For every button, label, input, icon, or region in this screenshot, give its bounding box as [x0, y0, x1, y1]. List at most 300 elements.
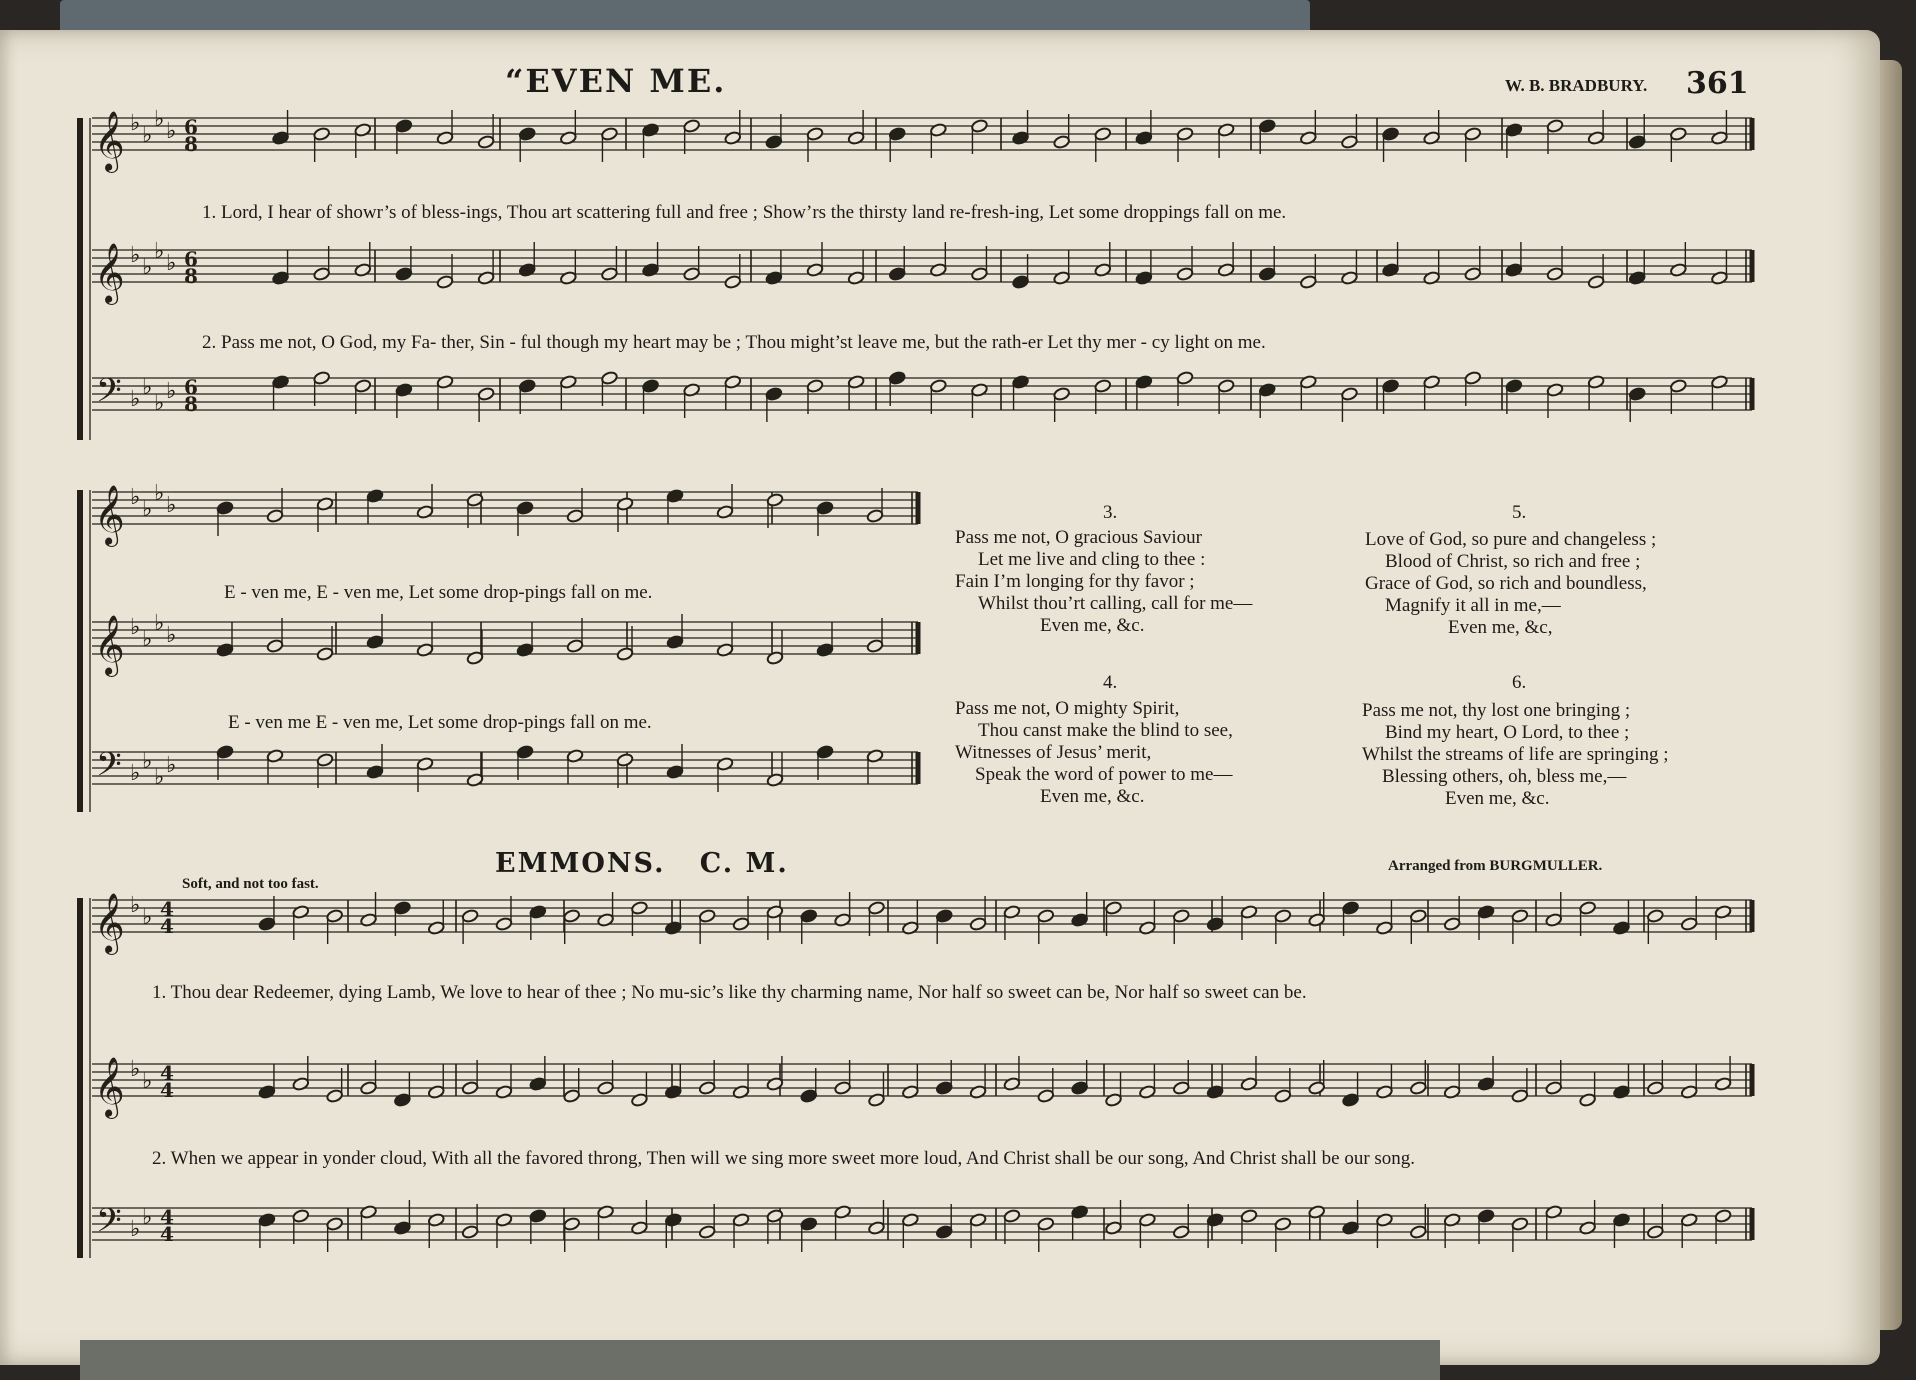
hymn1-s2-alto-flat-icon: ♭ — [154, 611, 165, 636]
hymn1-s1-treble-note — [1587, 131, 1605, 146]
hymn1-s1-treble-time-sig-top: 6 — [184, 115, 198, 139]
hymn1-s1-bass-note — [1258, 383, 1276, 398]
hymn1-s1-alto-treble-clef-icon: 𝄞 — [94, 243, 125, 303]
hymn1-s1-treble-note — [724, 131, 742, 146]
hymn1-s1-alto-note — [395, 267, 413, 282]
hymn1-s1-bass-note — [477, 387, 495, 402]
hymn2-alto-note — [1342, 1093, 1360, 1108]
hymn1-s2-treble-note — [516, 501, 534, 516]
hymn2-bass-note — [394, 1221, 412, 1236]
hymn1-s1-bass-note — [560, 375, 578, 390]
hymn1-s2-bass-note — [416, 757, 434, 772]
hymn2-alto-note — [1139, 1085, 1157, 1100]
hymn1-s1-alto-note — [272, 271, 290, 286]
hymn2-alto-note — [1579, 1093, 1597, 1108]
hymn1-s1-bass-note — [1423, 375, 1441, 390]
hymn1-s1-bass-note — [1546, 383, 1564, 398]
hymn1-s1-alto-note — [313, 267, 331, 282]
hymn1-s1-alto-note — [1464, 267, 1482, 282]
hymn1-s1-bass-note — [1505, 379, 1523, 394]
hymn1-s2-alto-note — [766, 651, 784, 666]
hymn2-treble-time-sig-top: 4 — [160, 897, 174, 921]
hymn1-s2-alto-note — [816, 643, 834, 658]
hymn2-bass-note — [597, 1205, 615, 1220]
verse-3-line-3: Fain I’m longing for thy favor ; — [955, 571, 1195, 592]
hymn1-s2-alto-note — [716, 643, 734, 658]
hymn1-s1-alto-note — [971, 267, 989, 282]
hymn2-alto-note — [1477, 1077, 1495, 1092]
hymn2-alto-note — [1443, 1085, 1461, 1100]
hymn1-s1-alto-note — [601, 267, 619, 282]
hymn2-treble-note — [1037, 909, 1055, 924]
hymn2-alto-note — [360, 1081, 378, 1096]
hymn2-alto-note — [665, 1085, 683, 1100]
hymn1-s1-bass-note — [1711, 375, 1729, 390]
hymn1-s2-alto-note — [666, 635, 684, 650]
hymn2-alto-note — [292, 1077, 310, 1092]
hymn1-s1-treble-note — [1711, 131, 1729, 146]
hymn2-treble-note — [1443, 917, 1461, 932]
hymn2-treble-note — [834, 913, 852, 928]
hymn1-s1-bass-note — [1135, 375, 1153, 390]
hymn2-treble-note — [1477, 905, 1495, 920]
hymn2-bass-note — [1545, 1205, 1563, 1220]
hymn2-bass-note — [969, 1213, 987, 1228]
hymn2-alto-note — [597, 1081, 615, 1096]
hymn2-alto-note — [1037, 1089, 1055, 1104]
hymn1-s1-alto-note — [1423, 271, 1441, 286]
hymn1-s2-alto-note — [416, 643, 434, 658]
hymn1-s1-treble-flat-icon: ♭ — [130, 111, 141, 136]
hymn1-s1-bass-note — [930, 379, 948, 394]
hymn1-s1-alto-note — [1341, 271, 1359, 286]
verse-number-3: 3. — [1103, 502, 1118, 523]
hymn2-treble-note — [902, 921, 920, 936]
hymn1-s1-alto-note — [1382, 263, 1400, 278]
tempo-marking: Soft, and not too fast. — [182, 876, 319, 892]
hymn2-alto-flat-icon: ♭ — [130, 1057, 141, 1082]
hymn1-s1-treble-flat-icon: ♭ — [142, 123, 153, 148]
hymn1-s2-alto-note — [216, 643, 234, 658]
hymn1-s2-alto-note — [316, 647, 334, 662]
verse-6-line-1: Pass me not, thy lost one bringing ; — [1362, 700, 1631, 721]
hymn1-s1-alto-note — [806, 263, 824, 278]
hymn1-s2-bass-note — [666, 765, 684, 780]
hymn2-bass-note — [1308, 1205, 1326, 1220]
verse-5-line-3: Grace of God, so rich and boundless, — [1365, 573, 1647, 594]
hymn2-bass-bass-clef-icon: 𝄢 — [96, 1202, 122, 1248]
hymn1-s2-bass-note — [866, 749, 884, 764]
hymn1-s1-bass-note — [1464, 371, 1482, 386]
hymn2-bass-note — [1613, 1213, 1631, 1228]
hymn1-s2-treble-note — [716, 505, 734, 520]
hymn2-alto-note — [1376, 1085, 1394, 1100]
hymn2-treble-note — [360, 913, 378, 928]
hymn2-alto-note — [1545, 1081, 1563, 1096]
hymn1-s1-treble-note — [1300, 131, 1318, 146]
hymn2-treble-note — [326, 909, 344, 924]
hymn1-s1-treble-note — [1464, 127, 1482, 142]
hymn1-s1-bass-note — [518, 379, 536, 394]
hymn1-s1-alto-note — [1546, 267, 1564, 282]
hymn1-s1-bass-note — [806, 379, 824, 394]
hymn2-bass-note — [461, 1225, 479, 1240]
hymn1-s2-bass-flat-icon: ♭ — [130, 761, 141, 786]
verse-3-line-1: Pass me not, O gracious Saviour — [955, 527, 1202, 548]
hymn2-alto-note — [766, 1077, 784, 1092]
hymn1-s1-treble-note — [1670, 127, 1688, 142]
hymn2-bass-note — [258, 1213, 276, 1228]
arranger-credit: Arranged from BURGMULLER. — [1388, 858, 1603, 874]
hymn1-s1-bass-note — [272, 375, 290, 390]
hymn1-s1-bass-note — [395, 383, 413, 398]
hymn2-alto-note — [563, 1089, 581, 1104]
hymn1-s2-alto-note — [516, 643, 534, 658]
hymn1-s1-treble-note — [847, 131, 865, 146]
hymn1-s1-treble-note — [1341, 135, 1359, 150]
hymn2-treble-note — [495, 917, 513, 932]
verse-5-line-2: Blood of Christ, so rich and free ; — [1385, 551, 1641, 572]
hymn2-treble-note — [1003, 905, 1021, 920]
hymn2-alto-note — [1206, 1085, 1224, 1100]
hymn2-treble-note — [563, 909, 581, 924]
hymn1-s2-alto-flat-icon: ♭ — [130, 615, 141, 640]
hymn1-s1-bass-note — [601, 371, 619, 386]
hymn1-s1-treble-note — [642, 123, 660, 138]
hymn1-s1-alto-flat-icon: ♭ — [154, 239, 165, 264]
hymn2-bass-note — [1105, 1221, 1123, 1236]
hymn1-s1-alto-flat-icon: ♭ — [130, 243, 141, 268]
hymn2-treble-note — [969, 917, 987, 932]
hymn1-s2-alto-treble-clef-icon: 𝄞 — [94, 615, 125, 675]
hymn1-s1-bass-note — [888, 371, 906, 386]
hymn1-s1-bass-note — [1012, 375, 1030, 390]
hymn2-bass-note — [1172, 1225, 1190, 1240]
hymn1-s1-treble-note — [1423, 131, 1441, 146]
hymn1-s1-alto-note — [518, 263, 536, 278]
hymn2-alto-note — [969, 1085, 987, 1100]
hymn1-s1-treble-note — [477, 135, 495, 150]
hymn2-alto-note — [495, 1085, 513, 1100]
hymn2-alto-note — [631, 1093, 649, 1108]
hymn1-s2-bass-note — [616, 753, 634, 768]
hymn2-bass-flat-icon: ♭ — [130, 1217, 141, 1242]
hymn1-s1-alto-note — [1505, 263, 1523, 278]
hymn2-treble-note — [1545, 913, 1563, 928]
hymn1-refrain-lyrics: E - ven me, E - ven me, Let some drop-pings fall on me. — [224, 582, 653, 603]
hymn1-s1-bass-note — [683, 383, 701, 398]
hymn2-alto-note — [698, 1081, 716, 1096]
hymn2-treble-note — [1342, 901, 1360, 916]
hymn2-treble-note — [732, 917, 750, 932]
hymn1-s2-treble-note — [266, 509, 284, 524]
hymn2-bass-note — [427, 1213, 445, 1228]
hymn1-s1-alto-note — [560, 271, 578, 286]
verse-3-line-5: Even me, &c. — [1040, 615, 1145, 636]
hymn2-bass-note — [1376, 1213, 1394, 1228]
hymn1-s2-treble-flat-icon: ♭ — [166, 493, 177, 518]
hymn2-verse2-lyrics: 2. When we appear in yonder cloud, With all the favored throng, Then will we sing more sweet more loud, And Christ shall be our song, And Christ shall be our song. — [152, 1148, 1416, 1169]
hymn1-s1-treble-note — [601, 127, 619, 142]
verse-6-line-3: Whilst the streams of life are springing ; — [1362, 744, 1669, 765]
hymn2-bass-note — [1342, 1221, 1360, 1236]
hymn1-s1-bass-bass-clef-icon: 𝄢 — [96, 372, 122, 418]
hymn1-s1-bass-note — [354, 379, 372, 394]
hymn2-alto-note — [1003, 1077, 1021, 1092]
verse-6-line-2: Bind my heart, O Lord, to thee ; — [1385, 722, 1630, 743]
hymn1-s1-treble-note — [313, 127, 331, 142]
hymn2-bass-time-sig-bottom: 4 — [160, 1222, 174, 1246]
hymn1-s2-bass-note — [516, 745, 534, 760]
hymn1-s1-alto-note — [1670, 263, 1688, 278]
hymn2-treble-note — [1105, 901, 1123, 916]
hymn2-treble-note — [394, 901, 412, 916]
hymn1-s2-treble-flat-icon: ♭ — [142, 497, 153, 522]
hymn1-s1-alto-note — [1094, 263, 1112, 278]
hymn-title-emmons: EMMONS. C. M. — [495, 848, 789, 879]
hymn2-bass-note — [698, 1225, 716, 1240]
hymn2-bass-note — [1714, 1209, 1732, 1224]
hymn2-bass-note — [1037, 1217, 1055, 1232]
hymn2-alto-note — [1308, 1081, 1326, 1096]
hymn2-alto-note — [1240, 1077, 1258, 1092]
hymn1-verse1-lyrics: 1. Lord, I hear of showr’s of bless-ings, Thou art scattering full and free ; Show’rs the thirsty land re-fresh-ing, Let some droppings fall on me. — [202, 202, 1287, 223]
hymn1-s1-alto-note — [683, 267, 701, 282]
hymn-title-even-me: “EVEN ME. — [505, 62, 727, 100]
verse-4-line-1: Pass me not, O mighty Spirit, — [955, 698, 1180, 719]
hymn2-alto-note — [1613, 1085, 1631, 1100]
hymn1-s2-treble-note — [216, 501, 234, 516]
hymn2-treble-note — [597, 913, 615, 928]
hymn2-alto-time-sig-top: 4 — [160, 1061, 174, 1085]
hymn2-bass-note — [631, 1221, 649, 1236]
hymn1-s1-treble-note — [1217, 123, 1235, 138]
hymn1-s1-bass-time-sig-bottom: 8 — [184, 392, 198, 416]
hymn2-treble-note — [1206, 917, 1224, 932]
hymn1-s2-bass-bass-clef-icon: 𝄢 — [96, 746, 122, 792]
hymn2-treble-note — [258, 917, 276, 932]
hymn1-s1-bass-note — [971, 383, 989, 398]
hymn2-bass-note — [1139, 1213, 1157, 1228]
hymn1-s1-treble-time-sig-bottom: 8 — [184, 132, 198, 156]
hymn2-alto-note — [732, 1085, 750, 1100]
hymn2-bass-flat-icon: ♭ — [142, 1205, 153, 1230]
hymn2-treble-note — [665, 921, 683, 936]
hymn1-s2-bass-note — [816, 745, 834, 760]
hymn1-s1-treble-flat-icon: ♭ — [154, 107, 165, 132]
hymn1-s1-alto-note — [1711, 271, 1729, 286]
hymn2-treble-note — [766, 905, 784, 920]
hymn1-s2-treble-flat-icon: ♭ — [154, 481, 165, 506]
hymn2-treble-note — [461, 909, 479, 924]
hymn1-s2-alto-note — [566, 639, 584, 654]
hymn1-s1-treble-note — [1546, 119, 1564, 134]
hymn1-s1-bass-note — [847, 375, 865, 390]
hymn2-alto-note — [1105, 1093, 1123, 1108]
hymn1-s1-treble-note — [683, 119, 701, 134]
hymn1-s1-treble-note — [930, 123, 948, 138]
composer-credit: W. B. BRADBURY. — [1505, 76, 1648, 95]
hymn2-treble-flat-icon: ♭ — [142, 905, 153, 930]
hymn1-s1-treble-note — [1053, 135, 1071, 150]
hymn2-alto-note — [1511, 1089, 1529, 1104]
hymn2-treble-treble-clef-icon: 𝄞 — [94, 893, 125, 953]
hymn1-s1-treble-note — [1628, 135, 1646, 150]
hymn1-s2-bass-flat-icon: ♭ — [166, 753, 177, 778]
hymn1-s2-treble-note — [366, 489, 384, 504]
verse-5-line-1: Love of God, so pure and changeless ; — [1365, 529, 1657, 550]
hymn2-treble-note — [800, 909, 818, 924]
hymn2-treble-note — [631, 901, 649, 916]
hymn1-s1-treble-note — [560, 131, 578, 146]
verse-3-line-2: Let me live and cling to thee : — [978, 549, 1206, 570]
hymn1-s1-bass-note — [1341, 387, 1359, 402]
hymn2-treble-note — [292, 905, 310, 920]
hymn2-alto-note — [461, 1081, 479, 1096]
hymn1-s1-alto-note — [1176, 267, 1194, 282]
hymn1-s1-bass-note — [1176, 371, 1194, 386]
hymn1-s1-treble-note — [1094, 127, 1112, 142]
verse-4-line-3: Witnesses of Jesus’ merit, — [955, 742, 1152, 763]
hymn1-s1-bass-note — [1300, 375, 1318, 390]
hymn2-bass-note — [1511, 1217, 1529, 1232]
hymn1-s1-bass-note — [313, 371, 331, 386]
verse-4-line-5: Even me, &c. — [1040, 786, 1145, 807]
hymn1-s2-bass-flat-icon: ♭ — [154, 765, 165, 790]
hymn1-s1-bass-note — [724, 375, 742, 390]
hymn2-alto-note — [1274, 1089, 1292, 1104]
hymn1-refrain-alto-lyrics: E - ven me E - ven me, Let some drop-pings fall on me. — [228, 712, 652, 733]
hymn1-verse2-lyrics: 2. Pass me not, O God, my Fa- ther, Sin - ful though my heart may be ; Thou might’st leave me, but the rath-er Let thy mer - cy light on me. — [202, 332, 1266, 353]
hymn2-treble-note — [1376, 921, 1394, 936]
hymn1-s1-treble-treble-clef-icon: 𝄞 — [94, 111, 125, 171]
hymn2-alto-note — [800, 1089, 818, 1104]
hymn1-s2-bass-note — [466, 773, 484, 788]
hymn1-s1-alto-note — [888, 267, 906, 282]
hymn2-bass-note — [1003, 1209, 1021, 1224]
hymn2-treble-note — [1139, 921, 1157, 936]
hymn1-s1-bass-note — [765, 387, 783, 402]
hymn2-treble-note — [1579, 901, 1597, 916]
hymn1-s1-bass-note — [1382, 379, 1400, 394]
hymn2-treble-note — [1274, 909, 1292, 924]
hymn1-s2-bass-note — [216, 745, 234, 760]
hymn2-bass-note — [360, 1205, 378, 1220]
hymn1-s1-treble-note — [436, 131, 454, 146]
hymn1-s2-bass-note — [766, 773, 784, 788]
hymn1-s1-treble-note — [1176, 127, 1194, 142]
hymn1-s1-alto-time-sig-bottom: 8 — [184, 264, 198, 288]
hymn1-s1-alto-note — [1053, 271, 1071, 286]
hymn2-bass-note — [800, 1217, 818, 1232]
hymn2-bass-note — [1477, 1209, 1495, 1224]
hymn1-s2-bass-note — [366, 765, 384, 780]
hymn2-alto-note — [394, 1093, 412, 1108]
hymn2-treble-note — [1511, 909, 1529, 924]
hymn1-s1-alto-note — [847, 271, 865, 286]
hymn2-bass-note — [1071, 1205, 1089, 1220]
hymn2-bass-note — [326, 1217, 344, 1232]
hymn1-s1-alto-note — [765, 271, 783, 286]
hymn1-s1-treble-note — [971, 119, 989, 134]
hymn1-s1-bass-note — [1094, 379, 1112, 394]
hymn2-bass-note — [1443, 1213, 1461, 1228]
verse-4-line-4: Speak the word of power to me— — [975, 764, 1233, 785]
hymn2-treble-note — [935, 909, 953, 924]
hymn2-alto-note — [1714, 1077, 1732, 1092]
hymn2-treble-flat-icon: ♭ — [130, 893, 141, 918]
hymn1-s2-treble-note — [666, 489, 684, 504]
hymn1-s1-bass-note — [1587, 375, 1605, 390]
hymn2-alto-note — [529, 1077, 547, 1092]
hymn2-alto-note — [868, 1093, 886, 1108]
hymn2-alto-note — [834, 1081, 852, 1096]
hymn1-s1-alto-note — [1300, 275, 1318, 290]
hymn2-bass-note — [1240, 1209, 1258, 1224]
hymn1-s1-alto-note — [930, 263, 948, 278]
page-number: 361 — [1686, 66, 1749, 101]
verse-number-5: 5. — [1512, 502, 1527, 523]
hymn2-bass-note — [529, 1209, 547, 1224]
hymn1-s1-alto-note — [354, 263, 372, 278]
hymn1-s1-alto-note — [1587, 275, 1605, 290]
hymn1-s2-bass-flat-icon: ♭ — [142, 749, 153, 774]
hymn2-bass-time-sig-top: 4 — [160, 1205, 174, 1229]
verse-4-line-2: Thou canst make the blind to see, — [978, 720, 1233, 741]
hymn1-s1-treble-note — [888, 127, 906, 142]
hymn1-s2-treble-note — [316, 497, 334, 512]
hymn2-bass-note — [1206, 1213, 1224, 1228]
hymn1-s1-alto-note — [1012, 275, 1030, 290]
hymn2-treble-note — [1680, 917, 1698, 932]
hymn1-s1-alto-note — [436, 275, 454, 290]
hymn2-verse1-lyrics: 1. Thou dear Redeemer, dying Lamb, We love to hear of thee ; No mu-sic’s like thy charming name, Nor half so sweet can be, Nor half so sweet can be. — [152, 982, 1307, 1003]
hymn1-s1-treble-note — [806, 127, 824, 142]
hymn1-s1-alto-note — [1258, 267, 1276, 282]
hymn2-bass-note — [1647, 1225, 1665, 1240]
hymn2-alto-note — [258, 1085, 276, 1100]
hymn1-s2-treble-note — [566, 509, 584, 524]
hymn1-s1-treble-note — [395, 119, 413, 134]
hymn2-bass-note — [902, 1213, 920, 1228]
hymn2-alto-note — [1647, 1081, 1665, 1096]
hymn1-s1-bass-note — [642, 379, 660, 394]
hymn1-s1-alto-note — [1135, 271, 1153, 286]
hymn2-treble-note — [868, 901, 886, 916]
hymn1-s2-bass-note — [566, 749, 584, 764]
hymn1-s1-alto-flat-icon: ♭ — [166, 251, 177, 276]
hymn1-s1-alto-note — [724, 275, 742, 290]
hymn1-s1-bass-note — [1053, 387, 1071, 402]
hymn2-alto-time-sig-bottom: 4 — [160, 1078, 174, 1102]
verse-5-line-5: Even me, &c, — [1448, 617, 1553, 638]
verse-3-line-4: Whilst thou’rt calling, call for me— — [978, 593, 1253, 614]
verse-6-line-4: Blessing others, oh, bless me,— — [1382, 766, 1627, 787]
hymn2-alto-note — [935, 1081, 953, 1096]
hymn2-alto-flat-icon: ♭ — [142, 1069, 153, 1094]
hymn1-s1-bass-flat-icon: ♭ — [154, 391, 165, 416]
hymn1-s1-treble-note — [765, 135, 783, 150]
hymn1-s1-bass-note — [1217, 379, 1235, 394]
hymn1-s1-treble-flat-icon: ♭ — [166, 119, 177, 144]
hymn1-s2-alto-note — [866, 639, 884, 654]
hymn1-s2-treble-note — [816, 501, 834, 516]
verse-6-line-5: Even me, &c. — [1445, 788, 1550, 809]
hymn2-treble-note — [529, 905, 547, 920]
hymn1-s2-alto-flat-icon: ♭ — [166, 623, 177, 648]
hymn2-alto-note — [326, 1089, 344, 1104]
hymn1-s2-alto-note — [366, 635, 384, 650]
